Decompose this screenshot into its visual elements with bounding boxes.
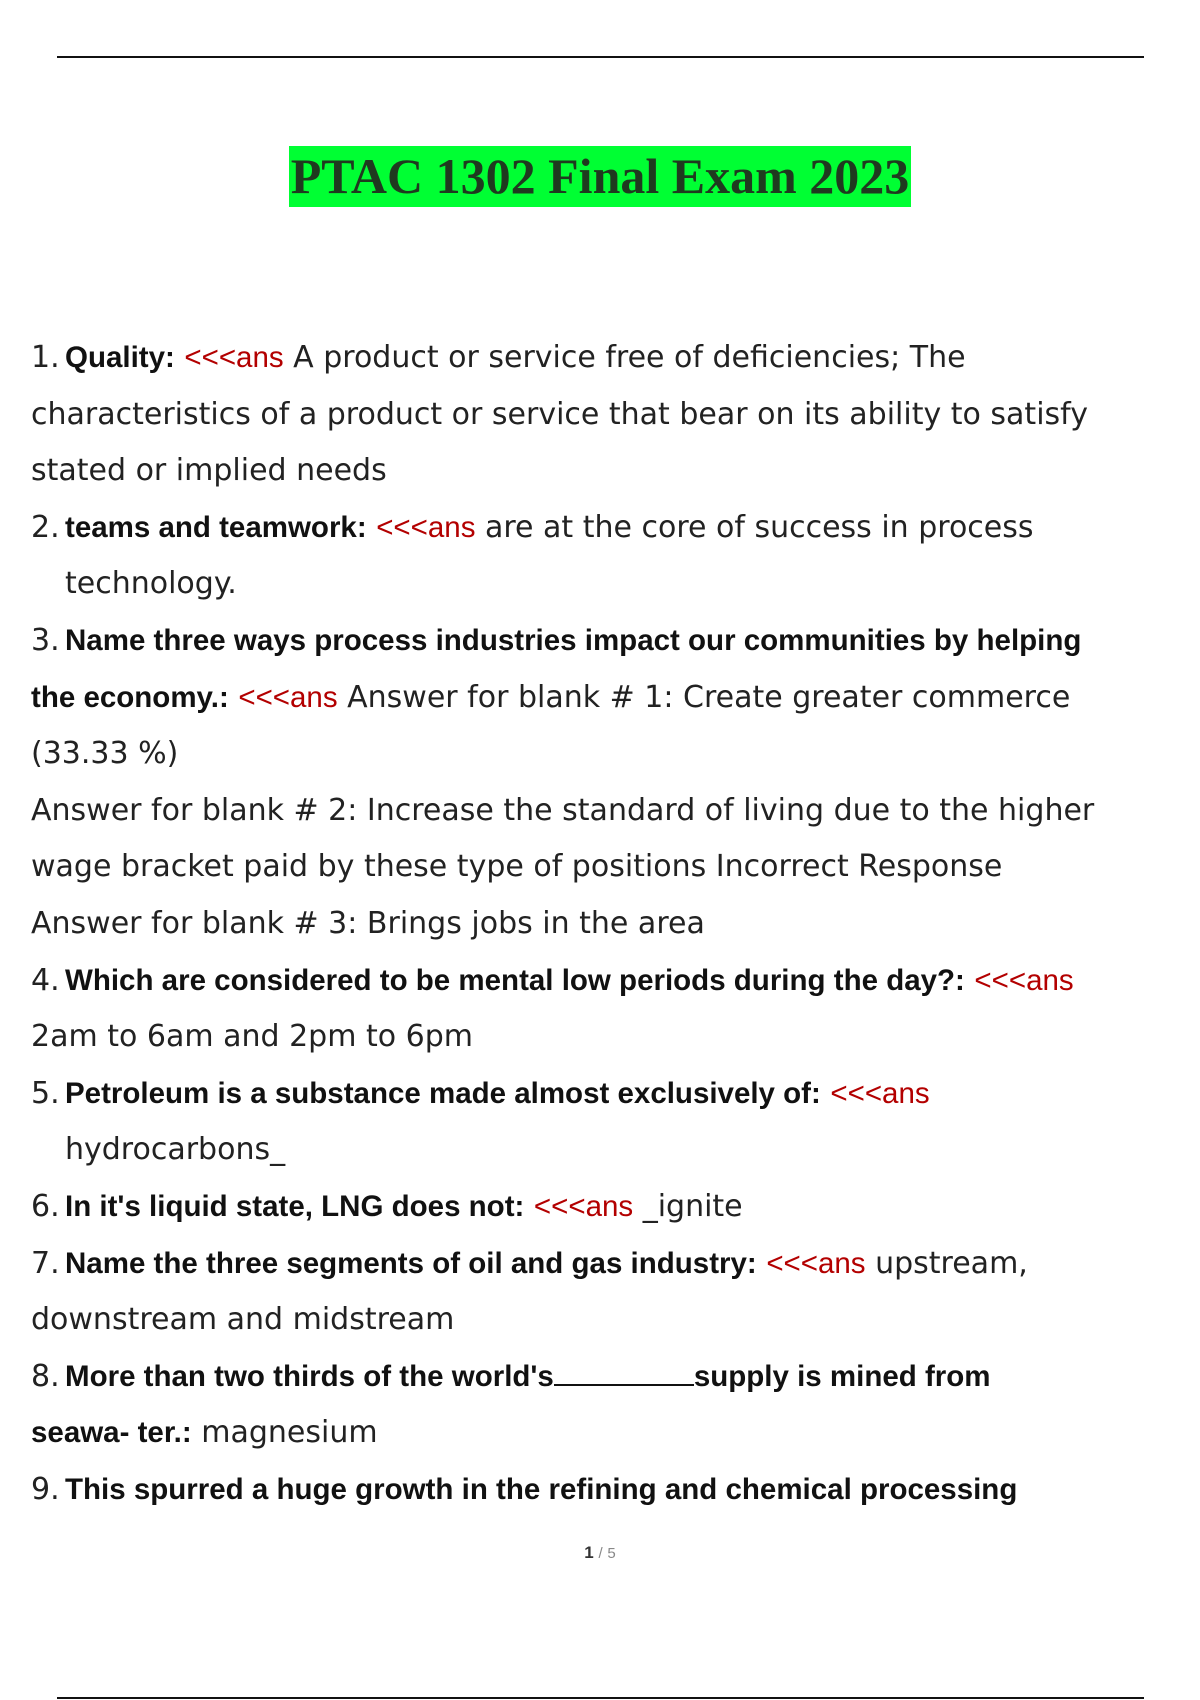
answer-line: 2am to 6am and 2pm to 6pm xyxy=(31,1019,473,1055)
top-rule xyxy=(57,56,1144,58)
title-area xyxy=(0,146,1200,207)
question-text: This spurred a huge growth in the refining and chemical processing xyxy=(65,1472,1018,1506)
question-number: 6. xyxy=(31,1188,60,1224)
answer-line: downstream and midstream xyxy=(31,1302,455,1338)
document-title: PTAC 1302 Final Exam 2023 xyxy=(289,146,912,207)
answer-line: characteristics of a product or service that bear on its ability to satisfy xyxy=(31,396,1088,432)
answer-line: technology. xyxy=(65,566,237,602)
current-page: 1 xyxy=(584,1543,594,1562)
question-item-4 xyxy=(31,953,1176,1066)
question-number: 1. xyxy=(31,340,60,375)
answer-line: (33.33 %) xyxy=(31,736,179,772)
answer-line: wage bracket paid by these type of positions Incorrect Response xyxy=(31,849,1003,885)
answer-marker: <<<ans xyxy=(766,1246,866,1280)
question-number: 9. xyxy=(31,1471,60,1507)
question-text: Name three ways process industries impact our communities by helping xyxy=(65,623,1082,657)
question-list xyxy=(31,330,1176,1518)
question-text: Which are considered to be mental low periods during the day?: xyxy=(65,963,965,997)
question-item-1 xyxy=(31,330,1176,500)
answer-line: hydrocarbons_ xyxy=(65,1132,286,1168)
answer-text: A product or service free of deficiencies; The xyxy=(283,340,966,375)
question-item-7 xyxy=(31,1236,1176,1349)
question-text: Quality: xyxy=(65,341,175,374)
question-number: 8. xyxy=(31,1358,60,1394)
answer-line: stated or implied needs xyxy=(31,453,387,489)
question-text: In it's liquid state, LNG does not: xyxy=(65,1189,525,1223)
answer-text: magnesium xyxy=(191,1415,378,1451)
total-pages: 5 xyxy=(607,1545,616,1562)
answer-line: Answer for blank # 2: Increase the standard of living due to the higher xyxy=(31,792,1095,828)
question-text: Petroleum is a substance made almost exclusively of: xyxy=(65,1076,821,1110)
answer-text: Answer for blank # 1: Create greater commerce xyxy=(337,679,1071,715)
question-item-5 xyxy=(31,1066,1176,1179)
question-item-2 xyxy=(31,500,1176,613)
answer-marker: <<<ans xyxy=(184,341,284,374)
question-number: 7. xyxy=(31,1245,60,1281)
question-item-3 xyxy=(31,613,1176,953)
page-separator: / xyxy=(598,1545,603,1562)
question-text: teams and teamwork: xyxy=(65,510,367,544)
answer-marker: <<<ans xyxy=(533,1189,634,1223)
question-text-after-blank: supply is mined from xyxy=(693,1359,991,1393)
question-text: Name the three segments of oil and gas industry: xyxy=(65,1246,757,1280)
question-text-continued: seawa- ter.: xyxy=(31,1416,192,1450)
question-item-6 xyxy=(31,1179,1176,1236)
answer-marker: <<<ans xyxy=(376,510,476,544)
answer-text: upstream, xyxy=(865,1245,1028,1281)
answer-line: Answer for blank # 3: Brings jobs in the area xyxy=(31,905,705,941)
question-number: 4. xyxy=(31,962,60,998)
answer-marker: <<<ans xyxy=(830,1076,930,1110)
answer-marker: <<<ans xyxy=(238,680,338,714)
question-text-continued: the economy.: xyxy=(31,680,229,714)
answer-marker: <<<ans xyxy=(974,963,1074,997)
answer-text: are at the core of success in process xyxy=(475,509,1034,545)
answer-text: _ignite xyxy=(633,1188,743,1224)
question-number: 3. xyxy=(31,622,60,658)
question-item-8 xyxy=(31,1349,1176,1462)
question-number: 5. xyxy=(31,1075,60,1111)
page-indicator xyxy=(0,1543,1200,1563)
question-item-9 xyxy=(31,1462,1176,1519)
question-text: More than two thirds of the world's xyxy=(65,1359,554,1393)
question-number: 2. xyxy=(31,509,60,545)
bottom-rule xyxy=(57,1697,1144,1699)
fill-in-blank xyxy=(554,1362,694,1386)
